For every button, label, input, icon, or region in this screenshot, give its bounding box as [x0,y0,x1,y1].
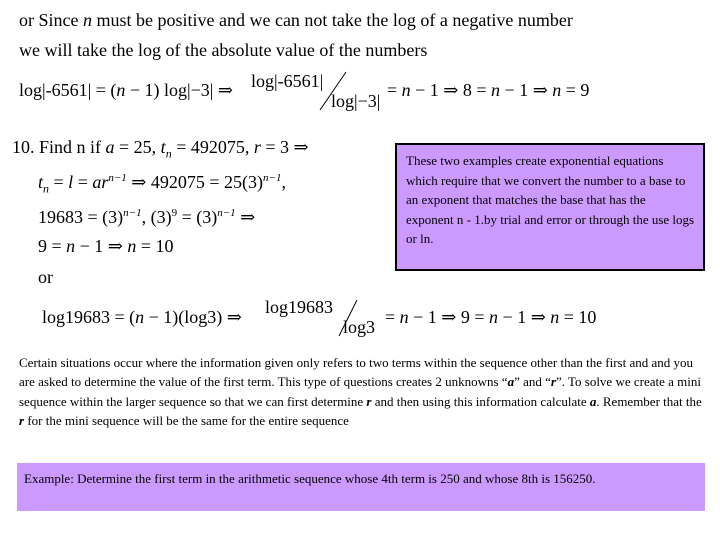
example-box: Example: Determine the first term in the arithmetic sequence whose 4th term is 250 and whose 8th is 156250. [17,463,705,511]
equation-1-rhs: = n − 1 ⇒ 8 = n − 1 ⇒ n = 9 [387,80,590,100]
equation-2-numerator: log19683 [265,297,334,317]
first-term-explanation: Certain situations occur where the information given only refers to two terms within the sequence other than the first and and you are asked to determine the value of the first term. This type of questions creates 2 unknowns “a” and “r”. To solve we create a mini sequence within the larger sequence so that we can first determine r and then using this information calculate a. Remember that the r for the mini sequence will be the same for the entire sequence [19,355,702,428]
or-label: or [38,267,53,287]
equation-1-denominator: log|−3| [331,91,381,111]
step-1-equation: $t_n = l = ar^{n-1}$ ⇒ $492075 = 25(3)^{n-1}$, [38,172,286,196]
exponential-note-callout: These two examples create exponential equations which require that we convert the number to a base to an exponent that matches the base that has the exponent n - 1.by trial and error or through the use logs or ln. [395,143,705,271]
intro-line-2: we will take the log of the absolute value of the numbers [19,40,428,60]
equation-2-denominator: log3 [343,317,376,337]
equation-1-lhs: log|-6561| = (n − 1) log|−3| ⇒ [19,80,233,100]
step-2-equation: $19683 = (3)^{n-1}$, $(3)^9 = (3)^{n-1}$ ⇒ [38,207,256,227]
step-3-equation: 9 = n − 1 ⇒ n = 10 [38,236,174,256]
equation-2-rhs: = n − 1 ⇒ 9 = n − 1 ⇒ n = 10 [385,307,597,327]
equation-1-numerator: log|-6561| [251,71,324,91]
problem-10-statement: 10. Find n if a = 25, $t_n = 492075$, r = 3 ⇒ [12,137,309,161]
intro-line-1: or Since n must be positive and we can not take the log of a negative number [19,10,573,30]
equation-2-lhs: log19683 = (n − 1)(log3) ⇒ [42,307,242,327]
